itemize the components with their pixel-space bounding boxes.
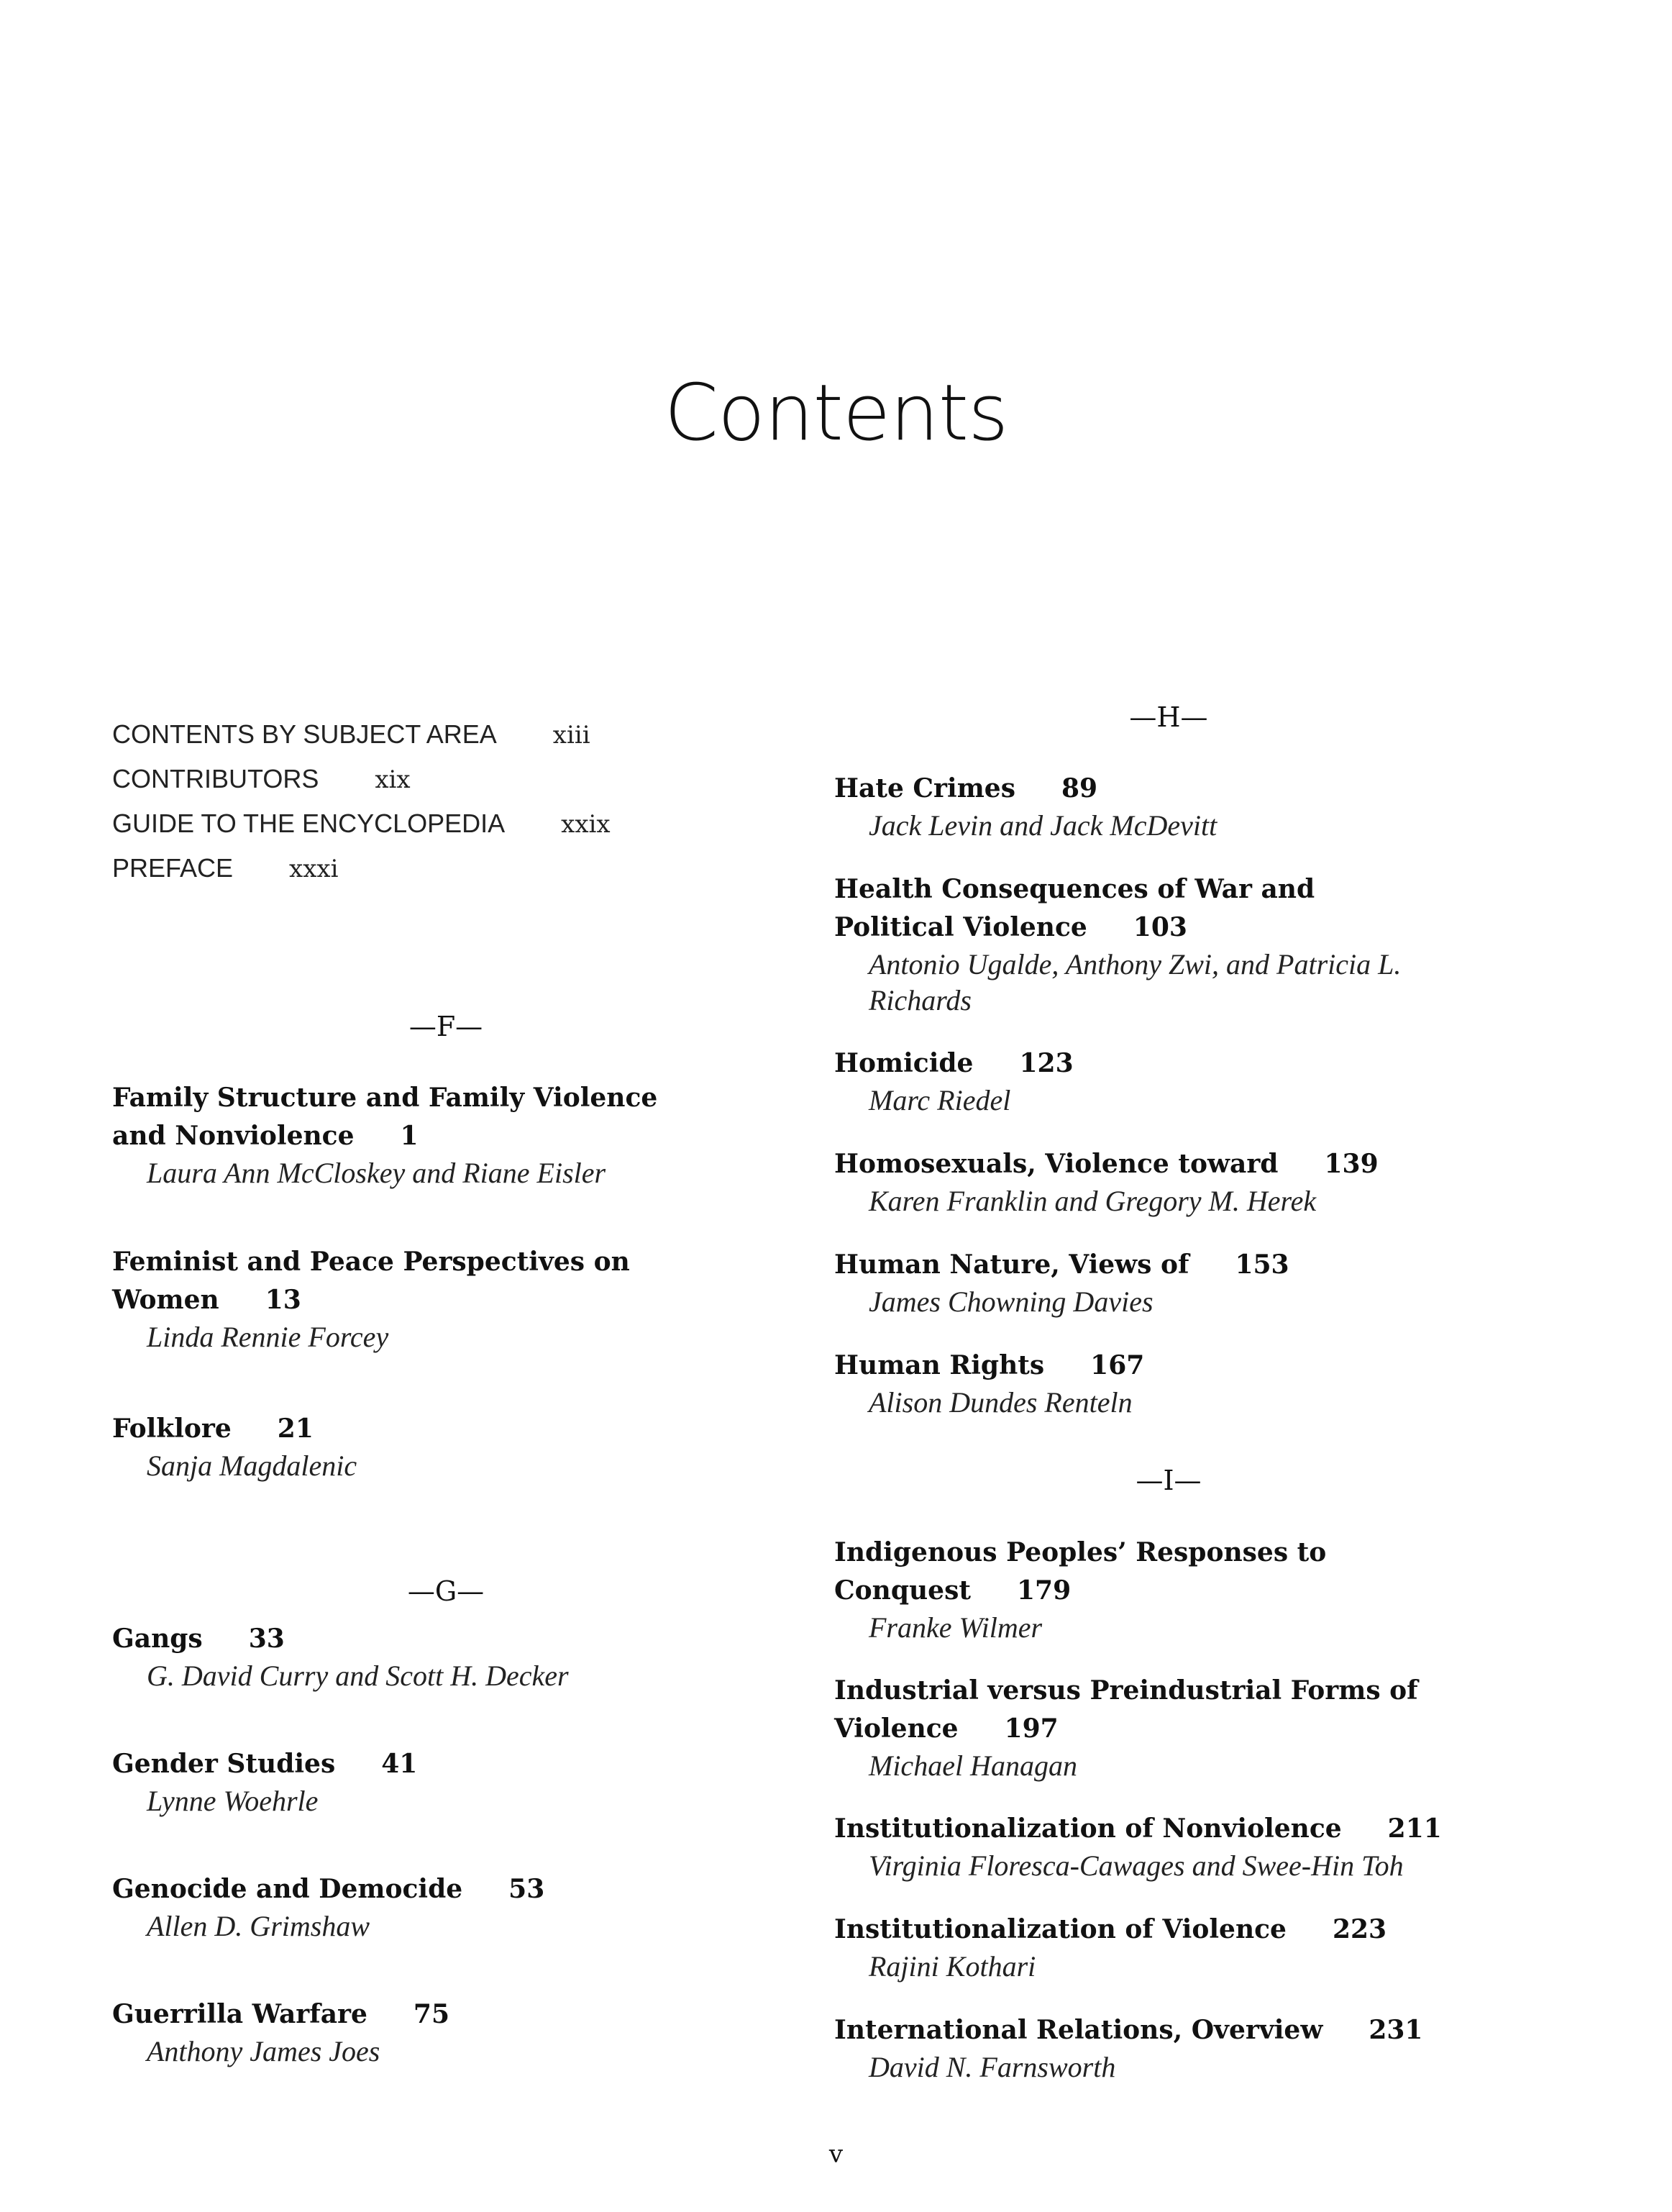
- front-matter-label: PREFACE: [112, 853, 234, 883]
- entry-title-row: [834, 1246, 1525, 1284]
- entry-page: 197: [1004, 1713, 1059, 1744]
- entry-page: 75: [413, 1999, 450, 2029]
- section-heading-h: —H—: [1129, 701, 1208, 733]
- entry-page: 153: [1235, 1250, 1289, 1280]
- front-matter-list: [112, 712, 759, 891]
- entry-authors: David N. Farnsworth: [869, 2051, 1116, 2083]
- entry-authors: G. David Curry and Scott H. Decker: [147, 1660, 569, 1692]
- entry-title: Family Structure and Family Violence: [112, 1083, 658, 1113]
- section-heading-g: —G—: [407, 1575, 485, 1607]
- entry-title-cont: [112, 1117, 803, 1155]
- toc-entry-genocide: [112, 1870, 803, 1944]
- entry-page: 167: [1090, 1350, 1145, 1380]
- toc-entry-hate-crimes: [834, 770, 1525, 844]
- entry-page: 89: [1061, 773, 1098, 804]
- toc-entry-homosexuals: [834, 1145, 1525, 1219]
- entry-title-row: [834, 2011, 1525, 2049]
- entry-page: 103: [1133, 912, 1187, 942]
- entry-title: Human Rights: [834, 1350, 1045, 1380]
- entry-title: Gender Studies: [112, 1749, 336, 1779]
- entry-title: Guerrilla Warfare: [112, 1999, 367, 2029]
- page-title: Contents: [664, 368, 1008, 458]
- toc-entry-human-nature: [834, 1246, 1525, 1320]
- entry-title: Homosexuals, Violence toward: [834, 1149, 1279, 1179]
- front-matter-item: [112, 712, 759, 757]
- entry-page: 123: [1019, 1048, 1074, 1078]
- front-matter-item: [112, 846, 759, 891]
- entry-title-cont: [834, 1710, 1525, 1748]
- entry-title: Human Nature, Views of: [834, 1250, 1189, 1280]
- toc-entry-human-rights: [834, 1347, 1525, 1421]
- entry-title-row: [834, 1145, 1525, 1183]
- entry-title: International Relations, Overview: [834, 2015, 1323, 2045]
- entry-page: 13: [265, 1285, 301, 1315]
- entry-title-row: [112, 1995, 803, 2034]
- toc-entry-feminist: [112, 1243, 803, 1355]
- toc-entry-inst-violence: [834, 1911, 1525, 1985]
- entry-title-cont: [834, 1572, 1525, 1610]
- front-matter-label: CONTENTS BY SUBJECT AREA: [112, 719, 497, 749]
- toc-entry-industrial: [834, 1672, 1525, 1784]
- entry-title: Indigenous Peoples’ Responses to: [834, 1537, 1327, 1567]
- entry-title: Hate Crimes: [834, 773, 1015, 804]
- entry-title-line2: and Nonviolence: [112, 1121, 355, 1151]
- entry-title-line2: Conquest: [834, 1575, 971, 1606]
- entry-page: 223: [1332, 1914, 1387, 1944]
- entry-title: Health Consequences of War and: [834, 874, 1315, 904]
- entry-title: Industrial versus Preindustrial Forms of: [834, 1675, 1418, 1706]
- entry-authors: Alison Dundes Renteln: [869, 1386, 1133, 1419]
- toc-entry-homicide: [834, 1044, 1525, 1119]
- front-matter-page: xix: [375, 765, 411, 794]
- toc-entry-gender-studies: [112, 1745, 803, 1819]
- entry-authors: Sanja Magdalenic: [147, 1449, 357, 1482]
- front-matter-item: [112, 757, 759, 801]
- toc-entry-indigenous: [834, 1534, 1525, 1646]
- toc-entry-health-consequences: [834, 870, 1525, 1019]
- entry-title: Feminist and Peace Perspectives on: [112, 1247, 630, 1277]
- front-matter-page: xxxi: [289, 855, 339, 883]
- entry-authors: James Chowning Davies: [869, 1285, 1154, 1318]
- toc-entry-gangs: [112, 1620, 803, 1694]
- entry-authors: Laura Ann McCloskey and Riane Eisler: [147, 1157, 606, 1189]
- entry-title: Institutionalization of Violence: [834, 1914, 1287, 1944]
- entry-authors: Michael Hanagan: [869, 1749, 1077, 1782]
- entry-page: 179: [1016, 1575, 1072, 1606]
- front-matter-page: xiii: [552, 721, 590, 750]
- entry-page: 33: [248, 1624, 285, 1654]
- entry-title-row: [834, 1044, 1525, 1083]
- toc-entry-intl-relations: [834, 2011, 1525, 2085]
- entry-authors: Allen D. Grimshaw: [147, 1910, 370, 1942]
- entry-title-cont: [112, 1281, 803, 1319]
- toc-entry-family-structure: [112, 1079, 803, 1191]
- entry-page: 21: [277, 1414, 314, 1444]
- entry-page: 139: [1324, 1149, 1379, 1179]
- entry-title-cont: [834, 909, 1525, 947]
- entry-title-row: [834, 1911, 1525, 1949]
- entry-title-line2: Women: [112, 1285, 219, 1315]
- entry-authors: Karen Franklin and Gregory M. Herek: [869, 1185, 1317, 1217]
- entry-authors: Marc Riedel: [869, 1084, 1011, 1116]
- front-matter-item: [112, 801, 759, 846]
- toc-entry-folklore: [112, 1410, 803, 1484]
- entry-authors: Linda Rennie Forcey: [147, 1321, 389, 1353]
- entry-title: Institutionalization of Nonviolence: [834, 1813, 1342, 1844]
- front-matter-page: xxix: [561, 810, 611, 839]
- entry-page: 41: [381, 1749, 418, 1779]
- entry-title-row: [112, 1745, 803, 1783]
- toc-entry-guerrilla: [112, 1995, 803, 2070]
- entry-authors: Franke Wilmer: [869, 1611, 1043, 1644]
- entry-title-row: [112, 1620, 803, 1658]
- front-matter-label: CONTRIBUTORS: [112, 764, 319, 793]
- entry-title-row: [834, 1347, 1525, 1385]
- front-matter-label: GUIDE TO THE ENCYCLOPEDIA: [112, 809, 506, 838]
- entry-title-line2: Violence: [834, 1713, 959, 1744]
- page-number: v: [828, 2140, 844, 2169]
- entry-page: 231: [1369, 2015, 1423, 2045]
- entry-authors: Anthony James Joes: [147, 2035, 380, 2067]
- toc-entry-inst-nonviolence: [834, 1810, 1525, 1884]
- entry-authors: Rajini Kothari: [869, 1950, 1036, 1983]
- entry-title-row: [112, 1410, 803, 1448]
- entry-page: 211: [1387, 1813, 1442, 1844]
- entry-title: Genocide and Democide: [112, 1874, 463, 1904]
- entry-authors-cont: Richards: [869, 984, 972, 1016]
- entry-title-row: [834, 1810, 1525, 1848]
- section-heading-i: —I—: [1136, 1465, 1202, 1496]
- section-heading-f: —F—: [408, 1011, 483, 1042]
- entry-title-row: [834, 770, 1525, 808]
- entry-page: 53: [508, 1874, 545, 1904]
- entry-title-row: [112, 1870, 803, 1908]
- entry-title: Homicide: [834, 1048, 974, 1078]
- entry-authors: Jack Levin and Jack McDevitt: [869, 809, 1218, 842]
- entry-authors: Lynne Woehrle: [147, 1785, 319, 1817]
- entry-title: Folklore: [112, 1414, 232, 1444]
- entry-title-line2: Political Violence: [834, 912, 1087, 942]
- entry-title: Gangs: [112, 1624, 203, 1654]
- entry-authors: Antonio Ugalde, Anthony Zwi, and Patricia L.: [869, 948, 1402, 980]
- entry-authors: Virginia Floresca-Cawages and Swee-Hin Toh: [869, 1849, 1404, 1882]
- entry-page: 1: [400, 1121, 419, 1151]
